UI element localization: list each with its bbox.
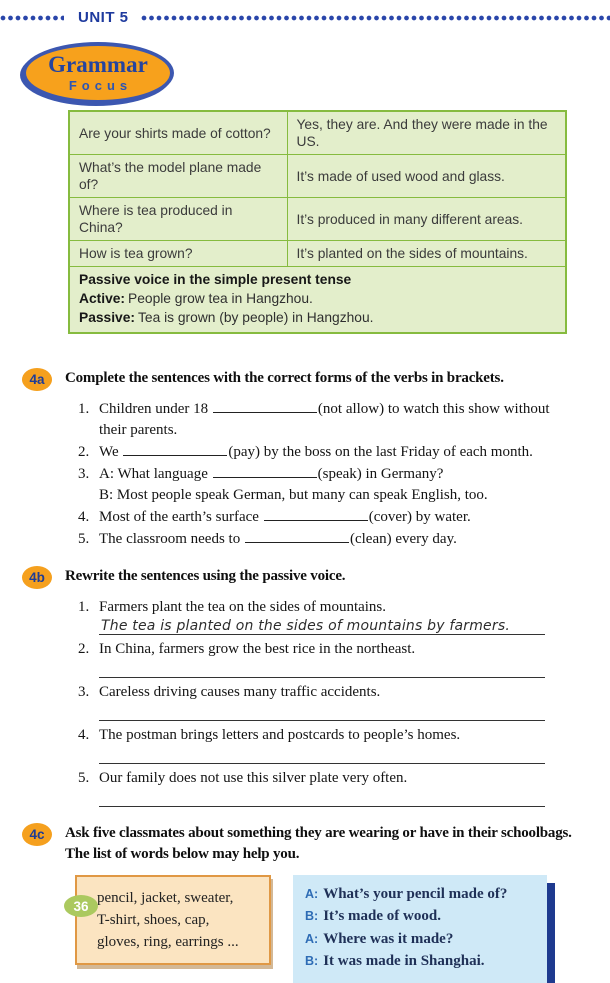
sentence-text: (clean) every day. — [349, 530, 457, 547]
item-number: 3. — [78, 683, 90, 700]
grammar-qa-row — [69, 111, 566, 155]
exercise-item — [78, 529, 580, 550]
dialogue-text: It’s made of wood. — [323, 908, 441, 925]
exercise-item — [78, 507, 580, 528]
handwritten-answer: The tea is planted on the sides of mountains by farmers. — [101, 617, 510, 634]
item-body — [99, 442, 580, 463]
item-line — [99, 485, 580, 506]
passive-text: Tea is grown (by people) in Hangzhou. — [138, 310, 374, 326]
grammar-qa-row — [69, 155, 566, 198]
item-line — [99, 507, 580, 528]
item-body — [99, 639, 580, 680]
exercise-4b-badge: 4b — [22, 566, 52, 589]
sentence-text: (speak) in Germany? — [317, 465, 444, 482]
dotted-divider-left — [0, 15, 64, 21]
grammar-focus-subtitle: Focus — [68, 78, 133, 93]
answer-cell: It’s produced in many different areas. — [287, 198, 566, 241]
source-sentence: Farmers plant the tea on the sides of mountains. — [99, 598, 387, 615]
sentence-text: their parents. — [99, 421, 178, 438]
passive-voice-note-title: Passive voice in the simple present tense — [79, 272, 352, 287]
item-number: 2. — [78, 640, 90, 657]
unit-title: UNIT 5 — [78, 9, 129, 26]
source-sentence: Careless driving causes many traffic accidents. — [99, 683, 381, 700]
word-list-line: T-shirt, shoes, cap, — [97, 911, 210, 928]
source-sentence: The postman brings letters and postcards to people’s homes. — [99, 726, 461, 743]
item-line — [99, 529, 580, 550]
page-number-badge: 36 — [64, 895, 98, 917]
exercise-4c-title: Ask five classmates about something they are wearing or have in their schoolbags. The list of words below may help you. — [65, 824, 572, 862]
fill-in-blank[interactable] — [213, 465, 317, 478]
item-body — [99, 768, 580, 809]
grammar-qa-row — [69, 198, 566, 241]
exercise-item — [78, 725, 580, 766]
active-example — [79, 289, 556, 308]
exercise-4a — [0, 368, 610, 550]
dialogue-text: Where was it made? — [323, 930, 454, 947]
exercise-4a-list — [65, 399, 580, 550]
grammar-note-row — [69, 267, 566, 333]
item-body — [99, 597, 580, 637]
item-line — [99, 464, 580, 485]
exercise-4a-badge: 4a — [22, 368, 52, 391]
dialogue-line — [305, 928, 537, 951]
unit-header — [0, 0, 610, 26]
exercise-item — [78, 682, 580, 723]
grammar-table — [68, 110, 567, 334]
item-line — [99, 399, 580, 420]
active-text: People grow tea in Hangzhou. — [128, 291, 313, 306]
item-number: 4. — [78, 726, 90, 743]
fill-in-blank[interactable] — [123, 443, 227, 456]
grammar-qa-row — [69, 241, 566, 267]
sentence-text: Most of the earth’s surface — [99, 508, 263, 525]
word-list-box — [75, 875, 271, 965]
item-body — [99, 682, 580, 723]
item-body — [99, 529, 580, 550]
question-cell: Where is tea produced in China? — [69, 198, 287, 241]
answer-cell: Yes, they are. And they were made in the US. — [287, 111, 566, 155]
dialogue-text: It was made in Shanghai. — [323, 953, 485, 970]
exercise-item — [78, 597, 580, 637]
sentence-text: (not allow) to watch this show without — [317, 400, 550, 417]
exercise-item — [78, 639, 580, 680]
item-line — [99, 442, 580, 463]
item-line — [99, 420, 580, 441]
sentence-text: (cover) by water. — [368, 508, 471, 525]
rewrite-answer-line[interactable] — [99, 664, 545, 678]
sentence-text: (pay) by the boss on the last Friday of each month. — [228, 443, 533, 460]
exercise-4b — [0, 566, 610, 809]
speaker-label: A: — [305, 931, 319, 946]
word-list-line: pencil, jacket, sweater, — [97, 889, 234, 906]
item-number: 1. — [78, 400, 90, 417]
fill-in-blank[interactable] — [245, 530, 349, 543]
question-cell: How is tea grown? — [69, 241, 287, 267]
speaker-label: B: — [305, 909, 319, 924]
exercise-item — [78, 768, 580, 809]
answer-cell: It’s planted on the sides of mountains. — [287, 241, 566, 267]
dotted-divider-right — [141, 15, 610, 21]
grammar-table-body — [69, 111, 566, 267]
source-sentence: Our family does not use this silver plate very often. — [99, 769, 408, 786]
dialogue-line — [305, 905, 537, 928]
item-number: 4. — [78, 508, 90, 525]
dialogue-box — [293, 875, 547, 983]
fill-in-blank[interactable] — [213, 400, 317, 413]
question-cell: What’s the model plane made of? — [69, 155, 287, 198]
sentence-text: The classroom needs to — [99, 530, 244, 547]
sentence-text: Children under 18 — [99, 400, 212, 417]
item-body — [99, 464, 580, 506]
item-number: 5. — [78, 530, 90, 547]
answer-cell: It’s made of used wood and glass. — [287, 155, 566, 198]
exercise-item — [78, 464, 580, 506]
dialogue-text: What’s your pencil made of? — [323, 885, 508, 902]
sentence-text: B: Most people speak German, but many can speak English, too. — [99, 486, 488, 503]
rewrite-answer-line[interactable] — [99, 793, 545, 807]
exercise-4a-title: Complete the sentences with the correct forms of the verbs in brackets. — [65, 369, 504, 386]
grammar-focus-title: Grammar — [48, 52, 148, 77]
rewrite-answer-line[interactable] — [99, 750, 545, 764]
grammar-focus-badge — [22, 42, 174, 104]
active-label: Active: — [79, 291, 126, 306]
dialogue-line — [305, 883, 537, 906]
question-cell: Are your shirts made of cotton? — [69, 111, 287, 155]
speaker-label: B: — [305, 954, 319, 969]
word-list-line: gloves, ring, earrings ... — [97, 933, 239, 950]
speaker-label: A: — [305, 886, 319, 901]
grammar-note-cell — [69, 267, 566, 333]
exercise-4b-list — [65, 597, 580, 809]
passive-label: Passive: — [79, 310, 135, 326]
exercise-item — [78, 442, 580, 463]
item-body — [99, 399, 580, 441]
rewrite-answer-line[interactable] — [99, 618, 545, 635]
sentence-text: A: What language — [99, 465, 212, 482]
sentence-text: We — [99, 443, 123, 460]
item-body — [99, 725, 580, 766]
rewrite-answer-line[interactable] — [99, 707, 545, 721]
dialogue-line — [305, 950, 537, 973]
fill-in-blank[interactable] — [264, 508, 368, 521]
source-sentence: In China, farmers grow the best rice in the northeast. — [99, 640, 416, 657]
exercise-4b-title: Rewrite the sentences using the passive voice. — [65, 567, 346, 584]
item-number: 3. — [78, 465, 90, 482]
item-number: 1. — [78, 598, 90, 615]
exercise-4c-badge: 4c — [22, 823, 52, 846]
item-body — [99, 507, 580, 528]
item-number: 2. — [78, 443, 90, 460]
passive-example — [79, 308, 556, 327]
item-number: 5. — [78, 769, 90, 786]
exercise-4c-boxes — [75, 875, 580, 983]
exercise-item — [78, 399, 580, 441]
